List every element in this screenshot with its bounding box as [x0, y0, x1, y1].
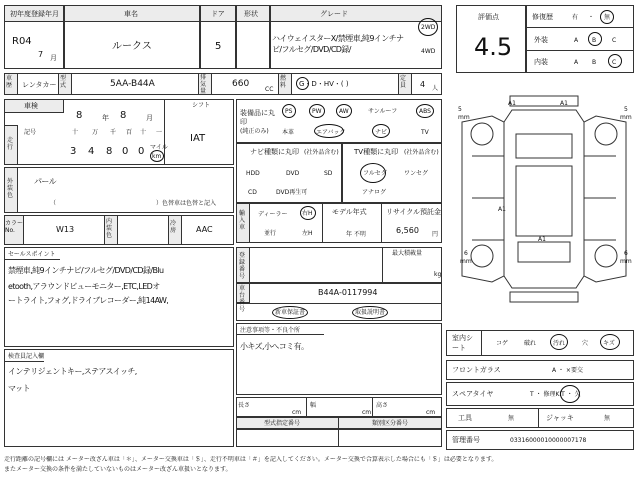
model-code-label: 型式指定番号 — [264, 420, 301, 427]
mileage-unit: 千 — [110, 129, 117, 136]
grade-value: ハイウェイスターX/禁煙車,純9インチナビ/フルセグ/DVD/CD録/ — [272, 34, 404, 54]
tv-label: TV種類に丸印 — [354, 148, 399, 156]
navi-sub: (社外品含む) — [304, 149, 339, 156]
mgmt-value: 03316000010000007178 — [510, 437, 587, 444]
equip-item: ナビ — [375, 129, 388, 136]
sales-label-rule — [4, 259, 60, 260]
cooler: AAC — [196, 225, 213, 234]
cc-unit: CC — [265, 86, 274, 93]
doors: 5 — [215, 41, 222, 52]
inspector-line: マット — [8, 384, 30, 393]
first-reg-label: 初年度登録年月 — [10, 10, 59, 18]
mileage-digit: 0 — [122, 146, 129, 157]
diagram-number: 6 — [624, 250, 628, 257]
int-opt: C — [612, 59, 617, 66]
mileage-units-row — [22, 128, 172, 138]
diagram-number: 5 — [624, 106, 628, 113]
inspector-label: 検査員記入欄 — [8, 353, 45, 360]
recycle-label: リサイクル預託金 — [386, 208, 442, 216]
diagram-unit: mm — [458, 114, 470, 121]
equipment-label: 装備品に丸印 — [240, 109, 275, 126]
navi-item: CD — [248, 189, 257, 196]
mileage-unit: 十 — [140, 129, 147, 136]
height-label: 高さ — [376, 402, 389, 409]
grade-label: グレード — [320, 10, 348, 18]
month-unit-2: 月 — [146, 114, 153, 122]
interior-label: 内装 — [534, 58, 548, 66]
length-label: 長さ — [238, 402, 251, 409]
kg-unit: kg — [434, 271, 442, 278]
equipment-sub: (純正のみ) — [240, 128, 269, 135]
jack-label: ジャッキ — [546, 414, 574, 422]
color-label: 外装色 — [7, 178, 14, 199]
ext-opt: A — [574, 37, 579, 44]
car-name: ルークス — [112, 41, 152, 52]
color-no-label: カラーNo. — [5, 220, 24, 234]
height-unit: cm — [426, 409, 436, 416]
tv-item: ワンセグ — [404, 170, 429, 177]
notes-label: 注意事項等・不良个所 — [240, 327, 301, 334]
tool-value: 無 — [508, 415, 515, 422]
capacity-label: 定員 — [400, 75, 407, 89]
equip-item: エアバック — [316, 129, 346, 136]
dealer: ディーラー — [258, 211, 288, 218]
frame-label: 車台 号 — [239, 285, 246, 313]
recycle: 6,560 — [396, 226, 419, 235]
spare-value: T ・ 修理KIT ・ 欠 — [530, 391, 581, 398]
seat-opt: 汚れ — [553, 340, 566, 347]
shift-label: シフト — [192, 102, 211, 109]
frame: B44A-0117994 — [318, 288, 378, 297]
navi-label: ナビ種類に丸印 — [250, 148, 299, 156]
diagram-unit: mm — [460, 258, 472, 265]
color-note: ）色替車は色替と記入 — [156, 200, 217, 207]
left-h: 左H — [302, 230, 313, 237]
exterior-label: 外装 — [534, 36, 548, 44]
color-no: W13 — [56, 225, 75, 234]
width-label: 幅 — [310, 402, 317, 409]
seat-opt: キズ — [603, 340, 615, 347]
mileage-digit: 4 — [88, 146, 95, 157]
mgmt-label: 管理番号 — [452, 436, 480, 444]
model-label: 型式 — [60, 75, 67, 89]
dim-rule — [372, 397, 373, 417]
dimensions-row — [236, 397, 442, 417]
disp-label: 排気量 — [200, 74, 207, 95]
damage-label: A1 — [508, 100, 516, 107]
max-load-label: 最大積載量 — [392, 250, 423, 257]
inspection-year: 8 — [76, 110, 83, 121]
frame-rule — [236, 303, 442, 304]
car-name-label: 車名 — [124, 10, 138, 18]
person-unit: 人 — [432, 85, 439, 92]
bumper — [510, 292, 578, 302]
equip-item: PS — [285, 108, 293, 115]
mileage-digit: 3 — [70, 146, 77, 157]
mileage-unit-km: km — [152, 153, 162, 160]
footer — [4, 454, 636, 478]
reg-label: 車歴 — [6, 75, 13, 89]
notes-text: 小キズ,小へコミ有。 — [240, 342, 309, 351]
repair-label: 修復歴 — [532, 13, 553, 21]
parallel: 並行 — [264, 230, 277, 237]
fuel-label: 燃料 — [280, 75, 287, 89]
door-label: ドア — [211, 10, 225, 18]
score-label: 評価点 — [478, 13, 499, 21]
damage-label: A1 — [560, 100, 568, 107]
equip-item: TV — [421, 129, 429, 136]
mileage-unit: 万 — [92, 129, 99, 136]
damage-label: A1 — [498, 206, 506, 213]
mileage-unit-mile: マイル — [150, 144, 168, 151]
inspection-month: 8 — [120, 110, 127, 121]
notes-label-rule — [236, 334, 324, 335]
fuel-options: G・D・HV・( ) — [299, 80, 349, 88]
diagram-unit: mm — [620, 114, 632, 121]
codes-value-row — [236, 429, 442, 447]
cooler-label: 冷房 — [170, 220, 177, 234]
interior-seat-label: 室内シート — [452, 334, 473, 352]
codes-rule — [338, 417, 339, 447]
tv-sub: (社外品含む) — [404, 149, 439, 156]
spare-label: スペアタイヤ — [452, 390, 494, 398]
class-code-label: 類別区分番号 — [372, 420, 409, 427]
right-h: 右H — [302, 210, 313, 217]
interior-color-label: 内装色 — [106, 218, 113, 239]
capacity: 4 — [420, 80, 426, 89]
navi-item: DVD再生可 — [276, 189, 308, 196]
shift: IAT — [190, 133, 206, 144]
year-unit: 年 — [102, 114, 109, 122]
first-reg-month: 7 — [38, 50, 44, 59]
color-value: パール — [34, 177, 57, 186]
sales-label: セールスポイント — [8, 251, 56, 258]
navi-item: HDD — [246, 170, 260, 177]
repair-rule — [526, 50, 634, 51]
yen-unit: 円 — [432, 231, 439, 238]
repair-dot: ・ — [588, 14, 595, 21]
reg-no-label: 登録番号 — [239, 252, 246, 280]
footer-line: 走行距離の記号欄には メーター改ざん車は「＊」、メーター交換車は「＄」、走行不明車は「＃」を記入してください。メーター交換で合算表示した場合にも「＄」は必要となります。 — [4, 456, 498, 463]
wheel — [471, 123, 493, 145]
seat-opt: 穴 — [582, 340, 589, 347]
int-opt: B — [592, 59, 597, 66]
equip-item: AW — [339, 108, 349, 115]
rear-window — [518, 242, 570, 262]
shape-label: 形状 — [244, 10, 258, 18]
sales-line: ートライト,フォグ,ドライブレコーダー,純14AW, — [8, 296, 169, 305]
month-unit: 月 — [50, 54, 57, 62]
car-damage-diagram — [452, 76, 636, 316]
diagram-number: 6 — [464, 250, 468, 257]
equip-item: サンルーフ — [368, 108, 398, 115]
mileage-unit: 一 — [156, 129, 163, 136]
manual: 取扱説明書 — [355, 309, 386, 316]
model-year-label: モデル年式 — [332, 208, 367, 216]
inspector-box — [4, 349, 234, 447]
sales-line: 禁煙車,純9インチナビ/フルセグ/DVD/CD録/Blu — [8, 266, 164, 275]
jack-value: 無 — [604, 415, 611, 422]
damage-label: A1 — [538, 236, 546, 243]
reg-value: レンタカー — [22, 81, 57, 89]
sales-line: etooth,アラウンドビューモニター,ETC,LEDオ — [8, 282, 160, 291]
tv-item: フルセグ — [363, 170, 387, 177]
import-label: 輸入車 — [239, 210, 246, 231]
drive-4wd: 4WD — [421, 48, 436, 55]
first-reg-year: R04 — [12, 36, 32, 47]
wheel — [471, 245, 493, 267]
mileage-unit: 記号 — [24, 129, 37, 136]
mileage-unit: 百 — [126, 129, 133, 136]
glass-value: A ・ ×要交 — [552, 367, 583, 374]
mileage-digit: 8 — [106, 146, 113, 157]
color-paren: （ — [50, 200, 57, 207]
inspector-label-rule — [4, 361, 44, 362]
glass-label: フロントガラス — [452, 366, 501, 374]
tool-rule — [538, 408, 539, 428]
repair-opt: 有 — [572, 14, 579, 21]
tool-label: 工具 — [458, 414, 472, 422]
tv-item: アナログ — [362, 189, 387, 196]
mileage-label: 走行 — [7, 137, 14, 151]
wheel — [595, 245, 617, 267]
navi-item: DVD — [286, 170, 300, 177]
mileage-unit: 十 — [72, 129, 79, 136]
length-unit: cm — [292, 409, 302, 416]
mileage-digit: 0 — [138, 146, 145, 157]
dim-rule — [306, 397, 307, 417]
footer-line: またメーター交換の条件を満たしていないものはメーター改ざん車扱いとなります。 — [4, 466, 232, 473]
int-opt: A — [574, 59, 579, 66]
displacement: 660 — [232, 79, 250, 89]
roof — [516, 166, 572, 236]
diagram-number: 5 — [458, 106, 462, 113]
seat-opt: コゲ — [496, 340, 509, 347]
drive-2wd: 2WD — [421, 24, 436, 31]
score-value: 4.5 — [474, 33, 513, 61]
equip-item: ABS — [419, 108, 431, 115]
navi-item: SD — [324, 170, 333, 177]
repair-rule — [526, 27, 634, 28]
diagram-unit: mm — [620, 258, 632, 265]
model-year-value: 年 不明 — [346, 231, 366, 238]
width-unit: cm — [362, 409, 372, 416]
seat-opt: 破れ — [524, 340, 537, 347]
warranty: 新車保証書 — [275, 309, 306, 316]
repair-opt: 無 — [604, 14, 611, 21]
ext-opt: B — [592, 37, 597, 44]
equip-item: 本革 — [282, 129, 295, 136]
windshield — [516, 134, 572, 158]
inspection-label: 車検 — [24, 102, 38, 110]
inspector-line: インテリジェントキー,ステアスイッチ, — [8, 367, 137, 376]
max-load-rule — [382, 247, 383, 283]
equip-item: PW — [312, 108, 322, 115]
ext-opt: C — [612, 37, 617, 44]
model: 5AA-B44A — [110, 79, 155, 89]
wheel — [595, 123, 617, 145]
